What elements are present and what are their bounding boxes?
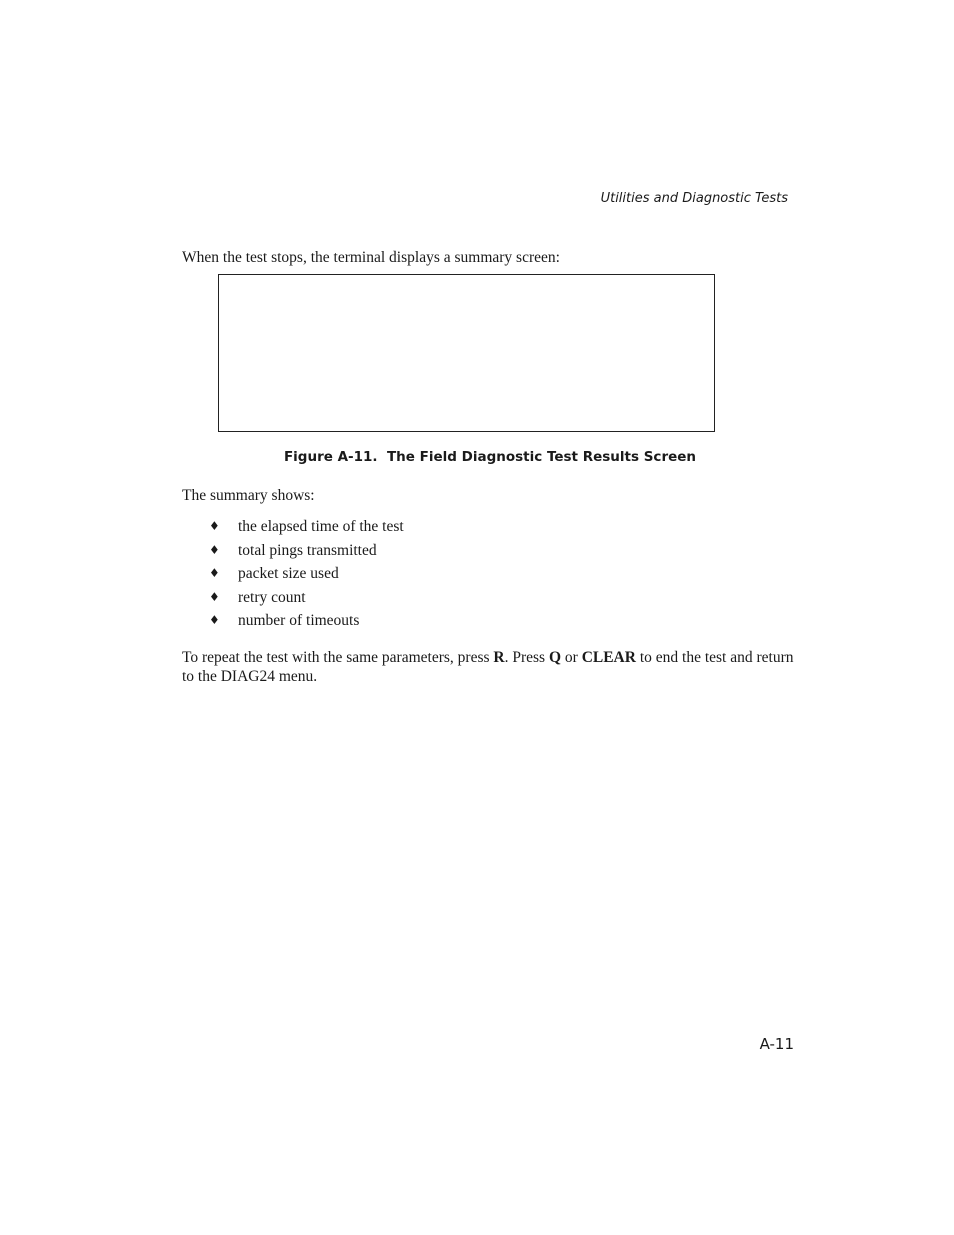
key-r: R (493, 649, 505, 666)
closing-text-4: to end the test and return to the DIAG24 menu. (182, 649, 794, 685)
summary-list (182, 517, 802, 635)
page-number: A-11 (759, 1035, 794, 1053)
closing-text-2: . Press (504, 649, 549, 666)
list-item-text: the elapsed time of the test (238, 518, 404, 535)
key-clear: CLEAR (581, 649, 636, 666)
figure-caption: Figure A-11. The Field Diagnostic Test Results Screen (283, 449, 697, 465)
list-item-text: retry count (238, 588, 306, 606)
terminal-screen-figure (218, 274, 715, 432)
key-q: Q (548, 649, 562, 666)
closing-paragraph (182, 648, 802, 686)
list-item-text: total pings transmitted (238, 541, 377, 559)
list-item (182, 611, 802, 635)
intro-paragraph: When the test stops, the terminal displays a summary screen: (182, 249, 560, 266)
bullet-diamond-icon: ♦ (209, 589, 220, 604)
summary-intro: The summary shows: (182, 487, 315, 504)
closing-text-3: or (561, 649, 582, 666)
bullet-diamond-icon: ♦ (209, 613, 220, 627)
list-item (182, 564, 802, 588)
bullet-diamond-icon: ♦ (209, 519, 220, 533)
list-item-text: packet size used (238, 565, 339, 582)
list-item-text: number of timeouts (238, 612, 360, 629)
list-item (182, 588, 802, 612)
bullet-diamond-icon: ♦ (209, 542, 220, 557)
running-header: Utilities and Diagnostic Tests (600, 191, 788, 206)
list-item (182, 541, 802, 565)
bullet-diamond-icon: ♦ (209, 566, 220, 580)
list-item (182, 517, 802, 541)
closing-text-1: To repeat the test with the same parameters, press (182, 649, 494, 666)
